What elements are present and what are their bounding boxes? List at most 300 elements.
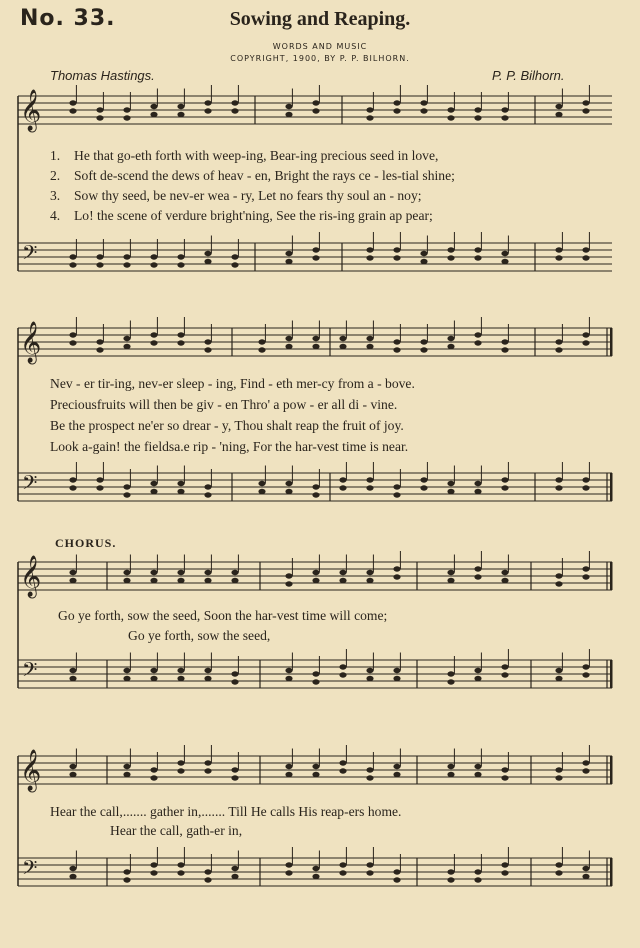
note-head [582,866,589,871]
verse-line [50,168,455,184]
note-head [69,578,76,583]
chorus-label: CHORUS. [55,536,117,550]
note-head [555,347,562,352]
note-head [204,339,211,344]
note-head [177,668,184,673]
note-head [339,570,346,575]
note-head [366,767,373,772]
note-head [312,866,319,871]
note-head [447,481,454,486]
note-head [150,775,157,780]
verse-text: Soft de-scend the dews of heav - en, Bright the rays ce - les-tial shine; [74,168,455,183]
note-head [366,862,373,867]
note-head [96,254,103,259]
note-head [123,254,130,259]
verse-number: 3. [50,188,61,203]
note-head [123,344,130,349]
note-head [501,664,508,669]
note-head [150,104,157,109]
note-head [285,112,292,117]
note-head [150,570,157,575]
bass-clef-icon: 𝄢 [22,471,38,499]
note-head [285,481,292,486]
chorus-line-upper: Hear the call,....... gather in,....... Till He calls His reap-ers home. [50,804,402,819]
note-head [447,877,454,882]
note-head [69,866,76,871]
composer: P. P. Bilhorn. [492,68,565,83]
note-head [393,566,400,571]
note-head [393,772,400,777]
chorus-line-lower: Hear the call, gath-er in, [110,823,243,838]
note-head [150,668,157,673]
final-bar [610,660,613,688]
note-head [582,332,589,337]
note-head [285,344,292,349]
note-head [123,578,130,583]
note-head [204,108,211,113]
note-head [231,679,238,684]
note-head [366,107,373,112]
bass-clef-icon: 𝄢 [22,856,38,884]
note-head [339,672,346,677]
note-head [123,492,130,497]
note-head [366,115,373,120]
note-head [96,339,103,344]
copyright-line-2: COPYRIGHT, 1900, BY P. P. BILHORN. [230,54,410,63]
note-head [501,767,508,772]
note-head [204,676,211,681]
note-head [312,570,319,575]
note-head [285,676,292,681]
note-head [339,862,346,867]
note-head [474,481,481,486]
verse-text: Lo! the scene of verdure bright'ning, See the ris-ing grain ap pear; [74,208,433,223]
note-head [474,668,481,673]
note-head [312,772,319,777]
note-head [123,107,130,112]
note-head [420,485,427,490]
treble-clef-icon: 𝄞 [20,90,42,131]
note-head [393,484,400,489]
note-head [177,862,184,867]
note-head [501,259,508,264]
verse-line [50,188,422,204]
note-head [204,668,211,673]
note-head [69,764,76,769]
note-head [96,115,103,120]
note-head [366,477,373,482]
note-head [96,262,103,267]
note-head [231,254,238,259]
verse-text: Sow thy seed, be nev-er wea - ry, Let no fears thy soul an - noy; [74,188,422,203]
note-head [69,668,76,673]
note-head [474,676,481,681]
note-head [339,664,346,669]
note-head [582,574,589,579]
note-head [474,115,481,120]
treble-clef-icon: 𝄞 [20,322,42,363]
note-head [339,477,346,482]
note-head [339,870,346,875]
note-head [69,772,76,777]
note-head [555,573,562,578]
note-head [204,570,211,575]
note-head [150,254,157,259]
note-head [285,870,292,875]
note-head [393,764,400,769]
note-head [339,768,346,773]
note-head [150,767,157,772]
note-head [474,255,481,260]
note-head [258,481,265,486]
note-head [501,477,508,482]
note-head [366,668,373,673]
note-head [231,262,238,267]
note-head [366,578,373,583]
note-head [474,574,481,579]
note-head [393,492,400,497]
note-head [285,862,292,867]
note-head [474,107,481,112]
note-head [204,760,211,765]
note-head [582,108,589,113]
note-head [366,870,373,875]
verse-line: Nev - er tir-ing, nev-er sleep - ing, Find - eth mer-cy from a - bove. [50,376,415,391]
note-head [312,336,319,341]
note-head [231,874,238,879]
note-head [96,477,103,482]
note-head [582,566,589,571]
note-head [582,768,589,773]
note-head [474,869,481,874]
note-head [150,481,157,486]
note-head [123,772,130,777]
note-head [258,347,265,352]
note-head [69,254,76,259]
bass-clef-icon: 𝄢 [22,241,38,269]
chorus-line-lower: Go ye forth, sow the seed, [128,628,271,643]
chorus-line-upper: Go ye forth, sow the seed, Soon the har-vest time will come; [58,608,388,623]
treble-clef-icon: 𝄞 [20,556,42,597]
note-head [177,768,184,773]
note-head [501,672,508,677]
note-head [123,336,130,341]
note-head [555,870,562,875]
note-head [69,485,76,490]
note-head [366,676,373,681]
note-head [177,254,184,259]
note-head [582,760,589,765]
note-head [123,570,130,575]
note-head [447,344,454,349]
note-head [150,489,157,494]
note-head [501,870,508,875]
final-bar [610,473,613,501]
treble-clef-icon: 𝄞 [20,750,42,791]
note-head [501,339,508,344]
note-head [96,347,103,352]
note-head [231,578,238,583]
note-head [582,485,589,490]
note-head [366,775,373,780]
note-head [420,347,427,352]
verse-number: 2. [50,168,61,183]
note-head [69,100,76,105]
verse-line [50,208,433,224]
note-head [555,112,562,117]
note-head [393,255,400,260]
note-head [285,772,292,777]
note-head [366,247,373,252]
note-head [177,262,184,267]
note-head [177,104,184,109]
note-head [69,340,76,345]
note-head [420,339,427,344]
note-head [339,344,346,349]
note-head [177,578,184,583]
note-head [204,259,211,264]
note-head [447,764,454,769]
note-head [204,578,211,583]
note-head [501,775,508,780]
note-head [177,676,184,681]
note-head [474,877,481,882]
verse-number: 1. [50,148,61,163]
note-head [123,115,130,120]
note-head [285,489,292,494]
note-head [555,247,562,252]
note-head [231,671,238,676]
note-head [312,679,319,684]
note-head [339,485,346,490]
note-head [393,668,400,673]
note-head [447,247,454,252]
final-bar [610,756,613,784]
note-head [312,255,319,260]
note-head [582,340,589,345]
note-head [204,251,211,256]
note-head [123,676,130,681]
note-head [339,578,346,583]
note-head [312,100,319,105]
note-head [366,255,373,260]
verse-line: Look a-gain! the fieldsa.e rip - 'ning, For the har-vest time is near. [50,439,409,454]
note-head [258,489,265,494]
note-head [312,344,319,349]
note-head [204,484,211,489]
note-head [447,107,454,112]
note-head [447,255,454,260]
note-head [393,676,400,681]
note-head [285,104,292,109]
note-head [501,862,508,867]
note-head [555,676,562,681]
note-head [339,336,346,341]
note-head [204,100,211,105]
note-head [204,768,211,773]
note-head [96,107,103,112]
note-head [177,760,184,765]
note-head [231,866,238,871]
note-head [582,664,589,669]
note-head [312,108,319,113]
note-head [393,574,400,579]
bass-clef-icon: 𝄢 [22,658,38,686]
note-head [582,255,589,260]
note-head [339,760,346,765]
note-head [366,485,373,490]
note-head [447,869,454,874]
note-head [123,869,130,874]
note-head [366,570,373,575]
note-head [285,336,292,341]
note-head [69,570,76,575]
note-head [582,672,589,677]
note-head [447,671,454,676]
note-head [258,339,265,344]
note-head [150,870,157,875]
note-head [420,259,427,264]
note-head [501,107,508,112]
note-head [555,767,562,772]
note-head [231,767,238,772]
note-head [204,869,211,874]
note-head [177,332,184,337]
note-head [69,676,76,681]
note-head [285,259,292,264]
note-head [69,108,76,113]
note-head [555,477,562,482]
note-head [204,492,211,497]
note-head [177,870,184,875]
note-head [312,578,319,583]
note-head [123,262,130,267]
note-head [231,775,238,780]
note-head [555,485,562,490]
note-head [285,251,292,256]
note-head [501,570,508,575]
note-head [150,578,157,583]
note-head [312,874,319,879]
note-head [123,668,130,673]
note-head [150,340,157,345]
note-head [447,578,454,583]
note-head [447,336,454,341]
note-head [447,115,454,120]
note-head [312,247,319,252]
note-head [501,578,508,583]
note-head [582,247,589,252]
note-head [582,100,589,105]
note-head [420,477,427,482]
hymn-title: Sowing and Reaping. [229,8,411,30]
copyright-line-1: WORDS AND MUSIC [272,42,368,51]
note-head [447,772,454,777]
note-head [474,332,481,337]
note-head [285,668,292,673]
note-head [123,484,130,489]
note-head [150,862,157,867]
note-head [393,100,400,105]
note-head [96,485,103,490]
note-head [150,262,157,267]
note-head [312,671,319,676]
note-head [231,108,238,113]
note-head [555,668,562,673]
note-head [582,874,589,879]
note-head [231,100,238,105]
note-head [177,112,184,117]
note-head [150,676,157,681]
note-head [582,477,589,482]
note-head [447,570,454,575]
note-head [285,581,292,586]
note-head [555,339,562,344]
note-head [447,679,454,684]
note-head [177,340,184,345]
final-bar [610,328,613,356]
note-head [555,104,562,109]
note-head [501,115,508,120]
note-head [420,108,427,113]
note-head [474,340,481,345]
note-head [123,877,130,882]
note-head [231,570,238,575]
note-head [474,247,481,252]
note-head [393,877,400,882]
note-head [69,332,76,337]
final-bar [610,562,613,590]
lyricist: Thomas Hastings. [50,68,155,83]
note-head [177,570,184,575]
note-head [366,344,373,349]
note-head [447,489,454,494]
note-head [285,573,292,578]
final-bar [610,858,613,886]
note-head [393,108,400,113]
hymn-number: No. 33. [20,6,116,31]
verse-text: He that go-eth forth with weep-ing, Bear-ing precious seed in love, [74,148,439,163]
note-head [555,775,562,780]
note-head [69,874,76,879]
note-head [474,772,481,777]
note-head [312,492,319,497]
note-head [204,347,211,352]
note-head [312,764,319,769]
verse-line: Preciousfruits will then be giv - en Thro' a pow - er all di - vine. [50,397,398,412]
note-head [123,764,130,769]
note-head [474,489,481,494]
note-head [474,566,481,571]
note-head [393,247,400,252]
note-head [393,869,400,874]
note-head [69,477,76,482]
note-head [501,347,508,352]
note-head [393,347,400,352]
note-head [150,112,157,117]
note-head [420,100,427,105]
verse-line: Be the prospect ne'er so drear - y, Thou shalt reap the fruit of joy. [50,418,404,433]
note-head [177,481,184,486]
note-head [177,489,184,494]
note-head [393,339,400,344]
note-head [420,251,427,256]
note-head [312,484,319,489]
note-head [555,862,562,867]
note-head [501,251,508,256]
note-head [501,485,508,490]
note-head [285,764,292,769]
